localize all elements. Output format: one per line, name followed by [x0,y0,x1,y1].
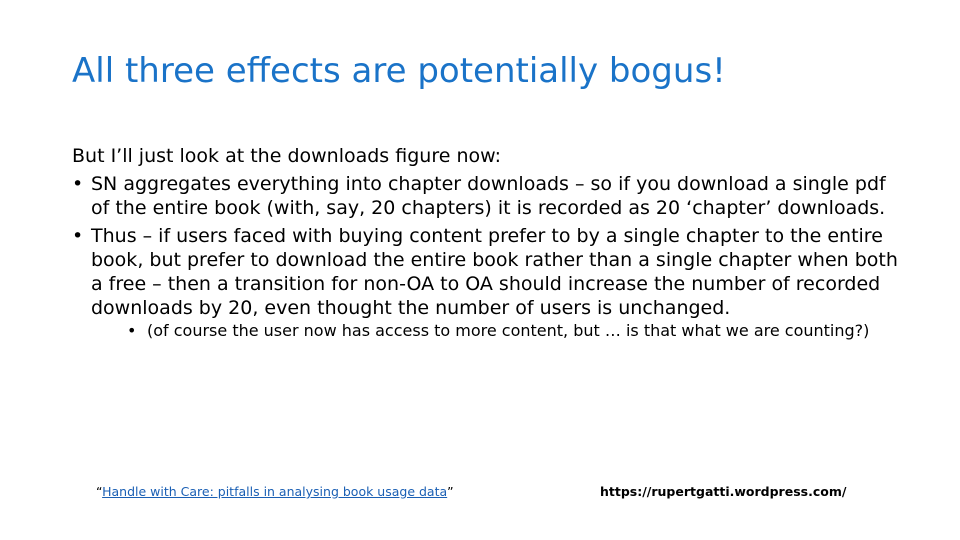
bullet-icon: • [72,225,84,247]
bullet-text: Thus – if users faced with buying content prefer to by a single chapter to the entire book, but prefer to download the entire book rather than a single chapter when both a free – then a transition for non-OA to OA should increase the number of recorded downloads by 20, even thought the number of users is unchanged. [91,225,898,319]
intro-text: But I’ll just look at the downloads figure now: [72,145,502,167]
slide-title: All three effects are potentially bogus! [72,51,726,91]
sub-bullet-text: (of course the user now has access to more content, but … is that what we are counting?) [147,321,870,340]
list-item [72,224,902,341]
list-item [127,320,902,341]
footer-citation [96,484,454,499]
bullet-icon: • [72,173,84,195]
bullet-icon: • [127,321,137,340]
citation-link[interactable]: Handle with Care: pitfalls in analysing book usage data [102,484,448,499]
footer-url: https://rupertgatti.wordpress.com/ [600,484,847,499]
quote-open: “ [96,484,103,499]
quote-close: ” [447,484,454,499]
list-item [72,172,902,220]
bullet-text: SN aggregates everything into chapter downloads – so if you download a single pdf of the entire book (with, say, 20 chapters) it is recorded as 20 ‘chapter’ downloads. [91,173,886,219]
sub-bullet-list [91,320,902,341]
slide-body [72,144,902,345]
bullet-list [72,172,902,341]
